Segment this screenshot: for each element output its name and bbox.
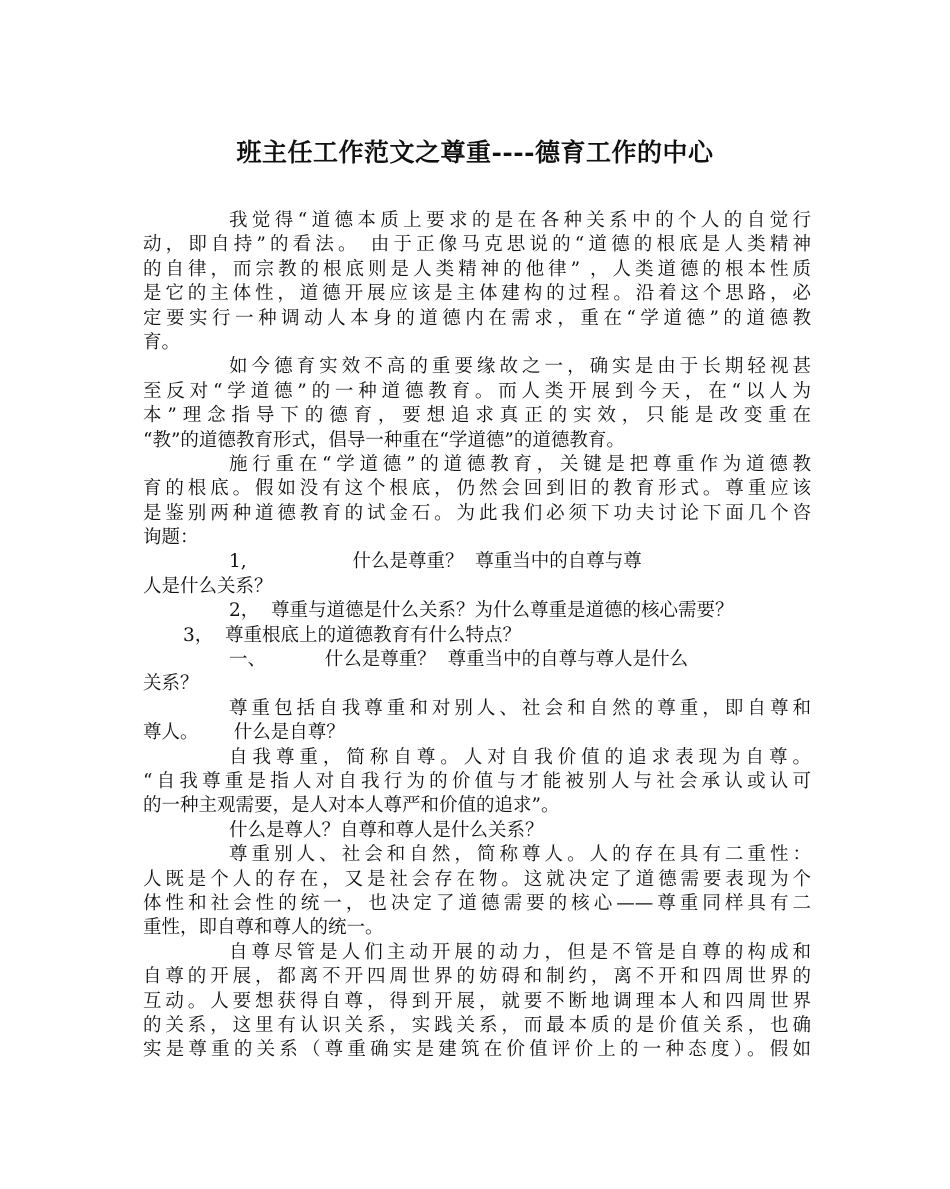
- text-line: 什么是尊人？自尊和尊人是什么关系？: [229, 819, 544, 841]
- text-line: “教”的道德教育形式，倡导一种重在“学道德”的道德教育。: [143, 429, 625, 451]
- text-line: 如今德育实效不高的重要缘故之一，确实是由于长期轻视甚: [229, 356, 811, 378]
- text-line: 体性和社会性的统一，也决定了道德需要的核心——尊重同样具有二: [143, 892, 811, 914]
- text-line: 尊重别人、社会和自然，简称尊人。人的存在具有二重性：: [229, 844, 811, 866]
- text-line: 人既是个人的存在，又是社会存在物。这就决定了道德需要表现为个: [143, 868, 811, 890]
- text-line: 本”理念指导下的德育，要想追求真正的实效，只能是改变重在: [143, 405, 811, 427]
- text-line: 我觉得“道德本质上要求的是在各种关系中的个人的自觉行: [229, 210, 811, 231]
- text-line: 自我尊重，简称自尊。人对自我价值的追求表现为自尊。: [229, 746, 811, 768]
- document-body: [143, 209, 811, 1063]
- list-item: 3， 尊重根底上的道德教育有什么特点？: [183, 624, 522, 646]
- text-line: 关系？: [143, 673, 199, 695]
- text-line: 是它的主体性，道德开展应该是主体建构的过程。沿着这个思路，必: [143, 283, 811, 305]
- text-line: 是鉴别两种道德教育的试金石。为此我们必须下功夫讨论下面几个咨: [143, 502, 811, 524]
- text-line: 自尊尽管是人们主动开展的动力，但是不管是自尊的构成和: [229, 941, 811, 963]
- text-line: “自我尊重是指人对自我行为的价值与才能被别人与社会承认或认可: [143, 770, 811, 792]
- text-line: 施行重在“学道德”的道德教育，关键是把尊重作为道德教: [229, 453, 811, 475]
- text-line: 育。: [143, 331, 181, 353]
- text-line: 的自律，而宗教的根底则是人类精神的他律” ，人类道德的根本性质: [143, 258, 811, 280]
- text-line: 至反对“学道德”的一种道德教育。而人类开展到今天，在“以人为: [143, 380, 811, 402]
- list-item: 1, 什么是尊重？ 尊重当中的自尊与尊: [229, 551, 642, 573]
- text-line: 互动。人要想获得自尊，得到开展，就要不断地调理本人和四周世界: [143, 990, 811, 1012]
- list-item: 2， 尊重与道德是什么关系？为什么尊重是道德的核心需要？: [229, 600, 734, 622]
- text-line: 实是尊重的关系（尊重确实是建筑在价值评价上的一种态度）。假如: [143, 1039, 811, 1061]
- document-title: 班主任工作范文之尊重----德育工作的中心: [236, 138, 714, 167]
- text-line: 育的根底。假如没有这个根底，仍然会回到旧的教育形式。尊重应该: [143, 478, 811, 500]
- text-line: 定要实行一种调动人本身的道德内在需求，重在“学道德”的道德教: [143, 307, 811, 329]
- text-line: 动，即自持”的看法。 由于正像马克思说的“道德的根底是人类精神: [143, 234, 811, 256]
- text-line: 自尊的开展，都离不开四周世界的妨碍和制约，离不开和四周世界的: [143, 966, 811, 988]
- section-heading: 一、 什么是尊重？ 尊重当中的自尊与尊人是什么: [229, 649, 689, 671]
- text-line: 的关系，这里有认识关系，实践关系，而最本质的是价值关系，也确: [143, 1014, 811, 1036]
- text-line: 尊重包括自我尊重和对别人、社会和自然的尊重，即自尊和: [229, 697, 811, 719]
- text-line: 重性，即自尊和尊人的统一。: [143, 917, 384, 939]
- text-line: 尊人。 什么是自尊？: [143, 722, 345, 744]
- text-line: 询题：: [143, 527, 199, 549]
- text-line: 的一种主观需要，是人对本人尊严和价值的追求”。: [143, 795, 560, 817]
- text-line: 人是什么关系？: [143, 575, 273, 597]
